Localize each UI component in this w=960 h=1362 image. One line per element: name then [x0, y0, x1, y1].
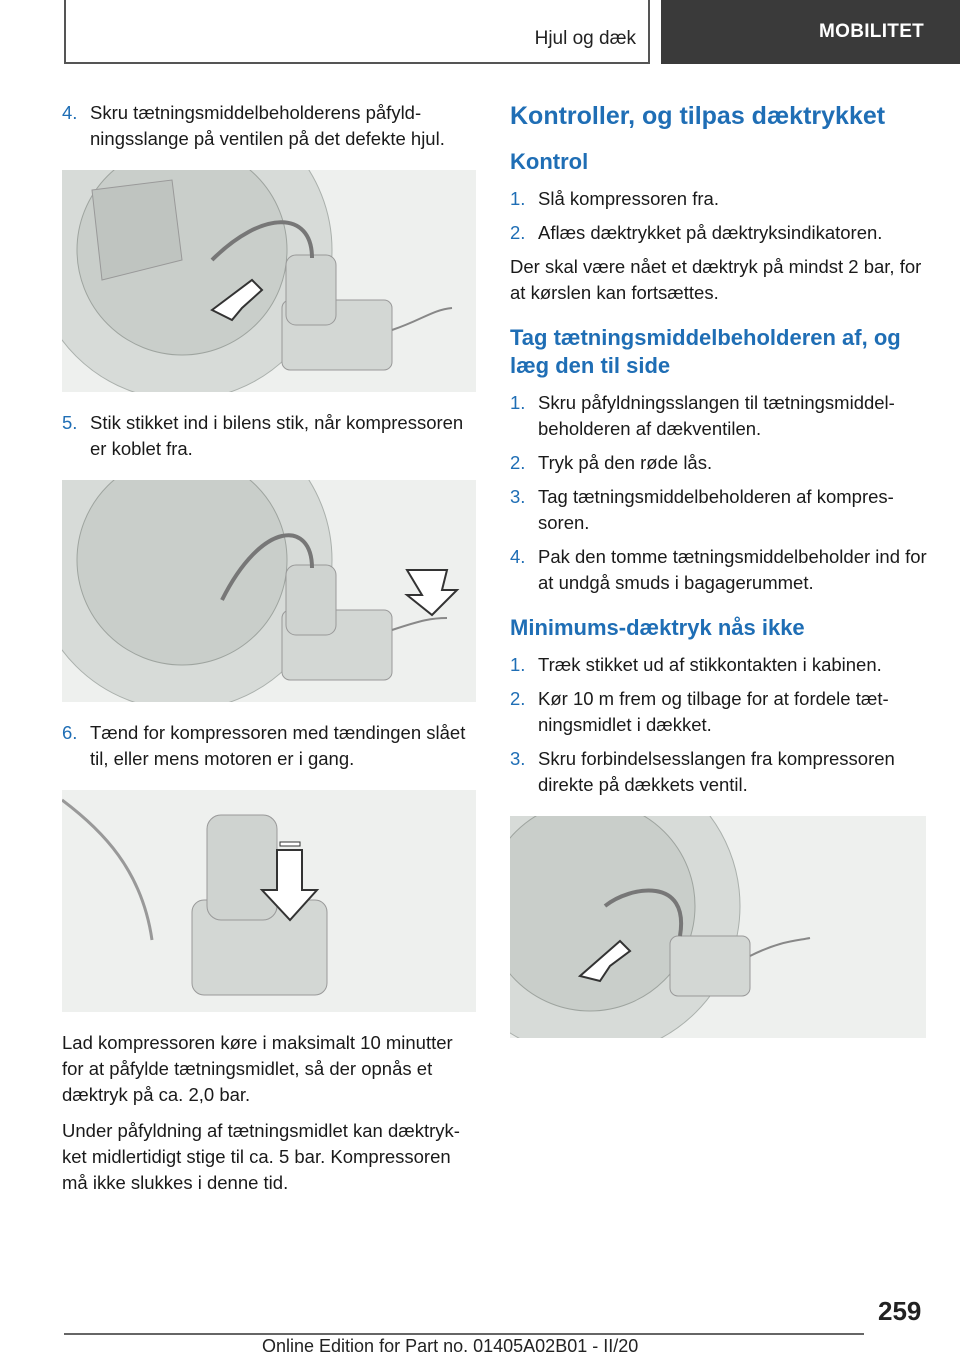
step-item	[510, 186, 930, 212]
step-text: Skru forbindelsesslangen fra kompressoren direkte på dækkets ventil.	[538, 748, 895, 795]
step-item	[510, 450, 930, 476]
step-item	[510, 390, 930, 442]
step-text: Aflæs dæktrykket på dæktryksindikatoren.	[538, 222, 883, 243]
step-number: 6.	[62, 722, 78, 743]
subsection-heading: Kontrol	[510, 149, 589, 174]
step-item	[510, 484, 930, 536]
step-number: 3.	[510, 748, 526, 769]
step-item	[510, 746, 930, 798]
step-text: Tag tætningsmiddelbeholderen af kompressoren.	[538, 486, 894, 533]
subsection-heading: Minimums-dæktryk nås ikke	[510, 615, 805, 640]
right-column	[510, 100, 930, 1056]
step-item	[62, 720, 478, 772]
step-number: 2.	[510, 688, 526, 709]
step-text: Skru påfyldningsslangen til tætningsmiddelbeholderen af dækventilen.	[538, 392, 895, 439]
footer-divider	[64, 1333, 864, 1335]
paragraph: Lad kompressoren køre i maksimalt 10 minutter for at påfylde tætningsmidlet, så der opnås et dæktryk på ca. 2,0 bar.	[62, 1032, 453, 1105]
step-number: 2.	[510, 452, 526, 473]
step-number: 2.	[510, 222, 526, 243]
illustration-compressor-direct	[510, 816, 926, 1038]
step-text: Slå kompressoren fra.	[538, 188, 719, 209]
step-number: 1.	[510, 654, 526, 675]
left-column	[62, 100, 478, 1206]
step-text: Skru tætningsmiddelbeholderens påfyldningsslange på ventilen på det defekte hjul.	[90, 102, 445, 149]
header-section-title: Hjul og dæk	[534, 28, 636, 49]
step-item	[510, 544, 930, 596]
step-text: Kør 10 m frem og tilbage for at fordele tætningsmidlet i dækket.	[538, 688, 889, 735]
paragraph: Der skal være nået et dæktryk på mindst 2 bar, for at kørslen kan fortsættes.	[510, 256, 922, 303]
step-item	[62, 410, 478, 462]
illustration-compressor-switch	[62, 790, 476, 1012]
step-number: 4.	[62, 102, 78, 123]
step-number: 1.	[510, 392, 526, 413]
step-number: 1.	[510, 188, 526, 209]
illustration-plug-connection	[62, 480, 476, 702]
step-item	[510, 652, 930, 678]
step-text: Tryk på den røde lås.	[538, 452, 713, 473]
subsection-heading: Tag tætningsmiddelbeholderen af, og læg den til side	[510, 325, 901, 378]
step-text: Tænd for kompressoren med tændingen slået til, eller mens motoren er i gang.	[90, 722, 466, 769]
header-chapter-tab: MOBILITET	[661, 0, 960, 64]
step-item	[510, 686, 930, 738]
step-number: 3.	[510, 486, 526, 507]
footer-edition: Online Edition for Part no. 01405A02B01 - II/20	[262, 1336, 639, 1356]
step-text: Træk stikket ud af stikkontakten i kabinen.	[538, 654, 882, 675]
step-item	[62, 100, 478, 152]
step-text: Stik stikket ind i bilens stik, når kompressoren er koblet fra.	[90, 412, 464, 459]
paragraph: Under påfyldning af tætningsmidlet kan dæktrykket midlertidigt stige til ca. 5 bar. Kompressoren må ikke slukkes i denne tid.	[62, 1120, 460, 1193]
section-title: Kontroller, og tilpas dæktrykket	[510, 102, 886, 130]
illustration-hose-on-valve	[62, 170, 476, 392]
step-number: 4.	[510, 546, 526, 567]
step-text: Pak den tomme tætningsmiddelbeholder ind for at undgå smuds i bagagerummet.	[538, 546, 927, 593]
page-number: 259	[878, 1296, 922, 1326]
step-item	[510, 220, 930, 246]
step-number: 5.	[62, 412, 78, 433]
